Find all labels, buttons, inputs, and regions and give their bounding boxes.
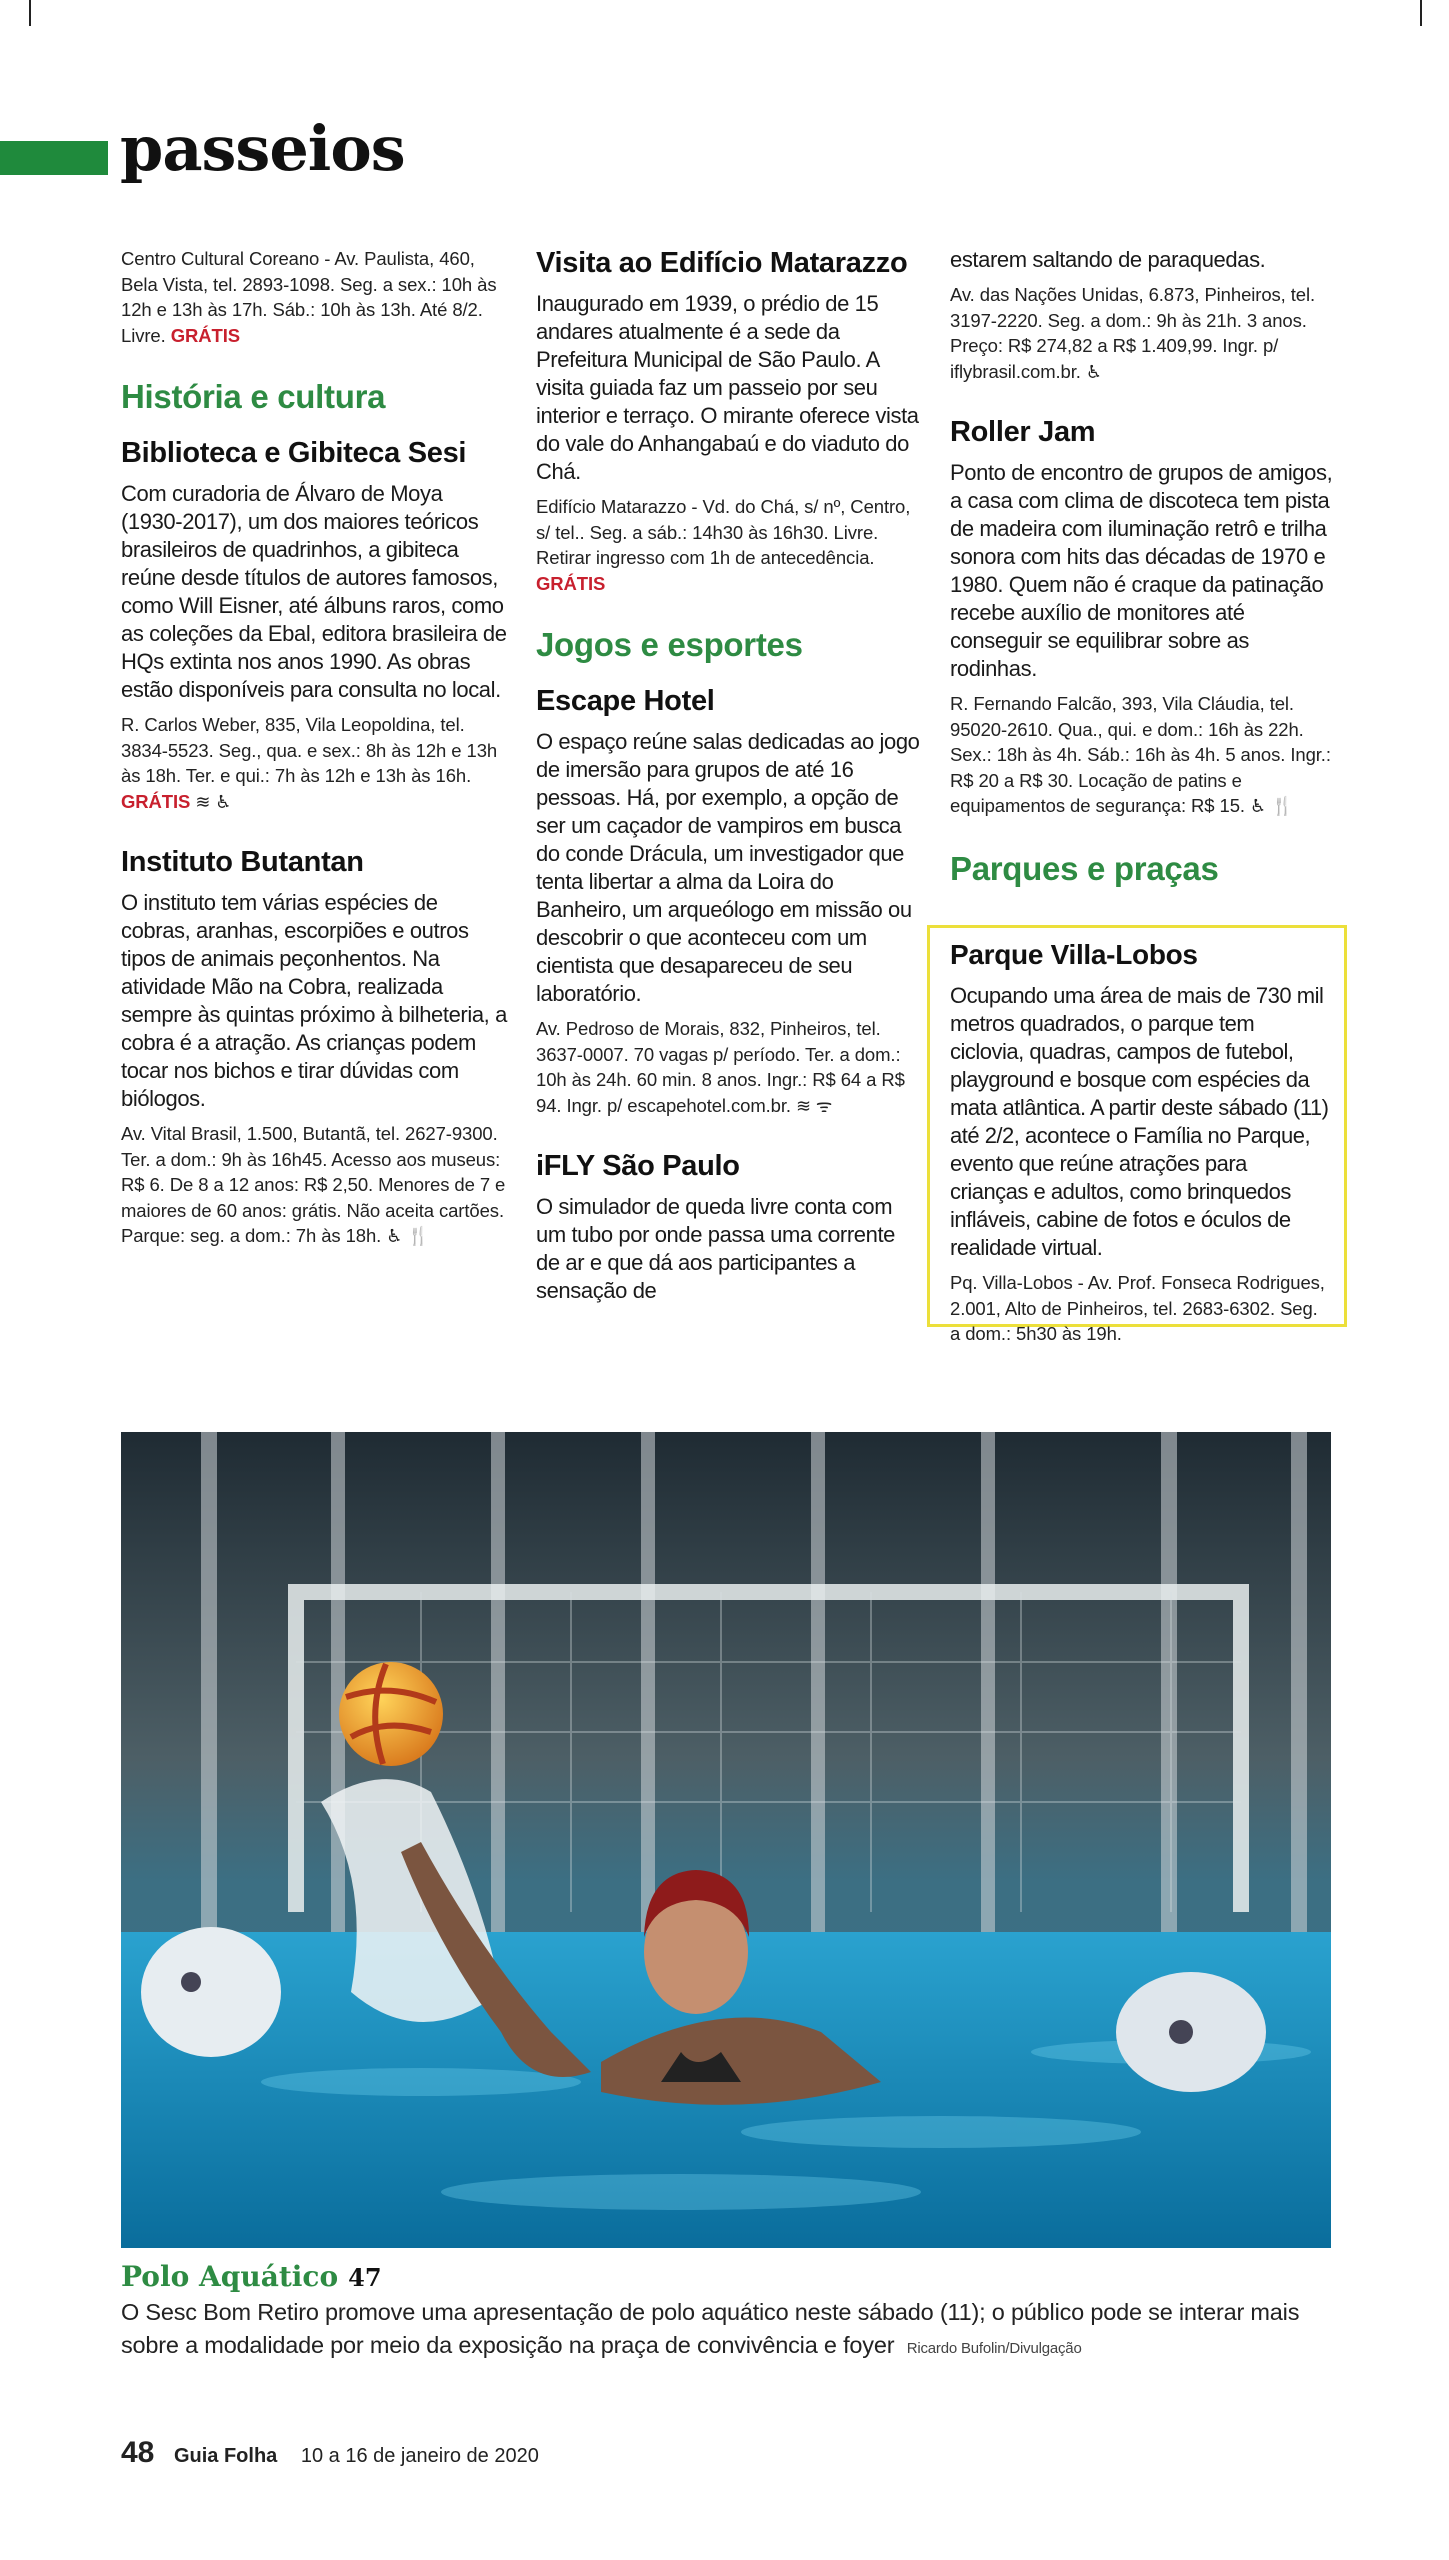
category-parques-pracas: Parques e praças — [950, 849, 1219, 887]
venue-desc-ifly: O simulador de queda livre conta com um tubo por onde passa uma corrente de ar e que dá aos participantes a sensação de — [536, 1194, 896, 1303]
photo-title: Polo Aquático — [121, 2260, 339, 2293]
venue-title-matarazzo: Visita ao Edifício Matarazzo — [536, 247, 908, 279]
venue-info-text: Av. das Nações Unidas, 6.873, Pinheiros, tel. 3197-2220. Seg. a dom.: 9h às 21h. 3 anos. Preço: R$ 274,82 a R$ 1.409,99. Ingr. p/ iflybrasil.com.br. — [950, 284, 1316, 382]
column-1 — [121, 246, 508, 1280]
venue-info-text: R. Fernando Falcão, 393, Vila Cláudia, tel. 95020-2610. Qua., qui. e dom.: 16h às 22h. Sex.: 18h às 4h. Sáb.: 16h às 4h. 5 anos. Ingr.: R$ 20 a R$ 30. Locação de patins e equipamentos de segurança: R$ 15. — [950, 693, 1331, 816]
amenity-icons: ♿ 🍴 — [1250, 796, 1294, 816]
venue-title-villa-lobos: Parque Villa-Lobos — [950, 939, 1198, 970]
photo-caption — [121, 2296, 1336, 2365]
section-color-bar — [0, 141, 108, 175]
accessibility-icon: ♿ — [1085, 361, 1102, 382]
category-jogos-esportes: Jogos e esportes — [536, 626, 803, 663]
venue-info-text: R. Carlos Weber, 835, Vila Leopoldina, tel. 3834-5523. Seg., qua. e sex.: 8h às 12h e 13h às 18h. Ter. e qui.: 7h às 12h e 13h às 16h. — [121, 714, 498, 786]
venue-title-roller-jam: Roller Jam — [950, 416, 1096, 448]
water-polo-illustration — [121, 1432, 1331, 2248]
amenity-icons: ≋ ♿ — [195, 791, 232, 812]
venue-title-escape: Escape Hotel — [536, 685, 715, 717]
column-3 — [950, 246, 1337, 908]
page-number: 48 — [121, 2436, 155, 2469]
page-footer — [121, 2436, 539, 2470]
photo-caption-text: O Sesc Bom Retiro promove uma apresentação de polo aquático neste sábado (11); o público pode se interar mais sobre a modalidade por meio da exposição na praça de convivência e foyer — [121, 2299, 1300, 2358]
venue-info-text: Av. Pedroso de Morais, 832, Pinheiros, tel. 3637-0007. 70 vagas p/ período. Ter. a dom.: 10h às 24h. 60 min. 8 anos. Ingr.: R$ 64 a R$ 94. Ingr. p/ escapehotel.com.br. — [536, 1018, 905, 1116]
venue-info-escape — [536, 1016, 923, 1119]
venue-info-biblioteca — [121, 712, 508, 815]
venue-desc-butantan: O instituto tem várias espécies de cobras, aranhas, escorpiões e outros tipos de animais peçonhentos. Na atividade Mão na Cobra, realizada sempre às quintas próximo à bilheteria, a cobra é a atração. As crianças podem tocar nos bichos e tirar dúvidas com biólogos. — [121, 890, 507, 1111]
amenity-icons: ≋ ᯤ — [795, 1095, 833, 1116]
venue-title-biblioteca: Biblioteca e Gibiteca Sesi — [121, 437, 467, 469]
venue-desc-biblioteca: Com curadoria de Álvaro de Moya (1930-2017), um dos maiores teóricos brasileiros de quadrinhos, a gibiteca reúne desde títulos de autores famosos, como Will Eisner, até álbuns raros, como as coleções da Ebal, editora brasileira de HQs extinta nos anos 1990. As obras estão disponíveis para consulta no local. — [121, 481, 507, 702]
crop-mark-left — [29, 0, 31, 26]
intro-info-text: Centro Cultural Coreano - Av. Paulista, 460, Bela Vista, tel. 2893-1098. Seg. a sex.: 10h às 12h e 13h às 17h. Sáb.: 10h às 13h. Até 8/2. Livre. — [121, 248, 497, 346]
venue-info-matarazzo — [536, 494, 923, 596]
venue-desc-escape: O espaço reúne salas dedicadas ao jogo de imersão para grupos de até 16 pessoas. Há, por exemplo, a opção de ser um caçador de vampiros em busca do conde Drácula, um investigador que tenta libertar a alma da Loira do Banheiro, um arqueólogo em missão ou descobrir o que aconteceu com um cientista que desapareceu de seu laboratório. — [536, 729, 920, 1006]
venue-info-roller-jam — [950, 691, 1337, 820]
gratis-badge: GRÁTIS — [170, 324, 240, 346]
venue-info-text: Edifício Matarazzo - Vd. do Chá, s/ nº, Centro, s/ tel.. Seg. a sáb.: 14h30 às 16h30. Livre. Retirar ingresso com 1h de antecedência. — [536, 496, 911, 568]
water-polo-photo — [121, 1432, 1331, 2248]
amenity-icons: ♿ 🍴 — [386, 1226, 430, 1246]
photo-caption-title — [121, 2260, 382, 2293]
venue-info-text: Av. Vital Brasil, 1.500, Butantã, tel. 2627-9300. Ter. a dom.: 9h às 16h45. Acesso aos museus: R$ 6. De 8 a 12 anos: R$ 2,50. Menores de 7 e maiores de 60 anos: grátis. Não aceita cartões. Parque: seg. a dom.: 7h às 18h. — [121, 1123, 506, 1246]
photo-credit: Ricardo Bufolin/Divulgação — [906, 2340, 1082, 2357]
venue-desc-matarazzo: Inaugurado em 1939, o prédio de 15 andares atualmente é a sede da Prefeitura Municipal de São Paulo. A visita guiada faz um passeio por seu interior e terraço. O mirante oferece vista do vale do Anhangabaú e do viaduto do Chá. — [536, 291, 919, 484]
venue-info-butantan — [121, 1121, 508, 1250]
gratis-badge: GRÁTIS — [536, 572, 606, 594]
venue-title-ifly: iFLY São Paulo — [536, 1150, 740, 1182]
crop-mark-right — [1420, 0, 1422, 26]
column-2 — [536, 246, 923, 1313]
issue-dates: 10 a 16 de janeiro de 2020 — [300, 2445, 539, 2467]
venue-desc-roller-jam: Ponto de encontro de grupos de amigos, a casa com clima de discoteca tem pista de madeira com iluminação retrô e trilha sonora com hits das décadas de 1970 e 1980. Quem não é craque da patinação recebe auxílio de monitores até conseguir se equilibrar sobre as rodinhas. — [950, 460, 1333, 681]
gratis-badge: GRÁTIS — [121, 790, 191, 812]
venue-info-villa-lobos: Pq. Villa-Lobos - Av. Prof. Fonseca Rodrigues, 2.001, Alto de Pinheiros, tel. 2683-6302. Seg. a dom.: 5h30 às 19h. — [950, 1272, 1325, 1344]
publication-name: Guia Folha — [173, 2445, 278, 2467]
venue-desc-villa-lobos: Ocupando uma área de mais de 730 mil metros quadrados, o parque tem ciclovia, quadras, campos de futebol, playground e bosque com espécies da mata atlântica. A partir deste sábado (11) até 2/2, acontece o Família no Parque, evento que reúne atrações para crianças e adultos, como brinquedos infláveis, cabine de fotos e óculos de realidade virtual. — [950, 983, 1329, 1260]
category-historia-cultura: História e cultura — [121, 378, 386, 415]
section-title: passeios — [120, 112, 405, 185]
highlight-box-villa-lobos — [927, 925, 1347, 1344]
intro-info — [121, 246, 508, 348]
venue-title-butantan: Instituto Butantan — [121, 846, 364, 878]
venue-info-ifly — [950, 282, 1337, 385]
photo-page-ref: 47 — [348, 2263, 382, 2292]
venue-desc-ifly-continued: estarem saltando de paraquedas. — [950, 247, 1266, 272]
